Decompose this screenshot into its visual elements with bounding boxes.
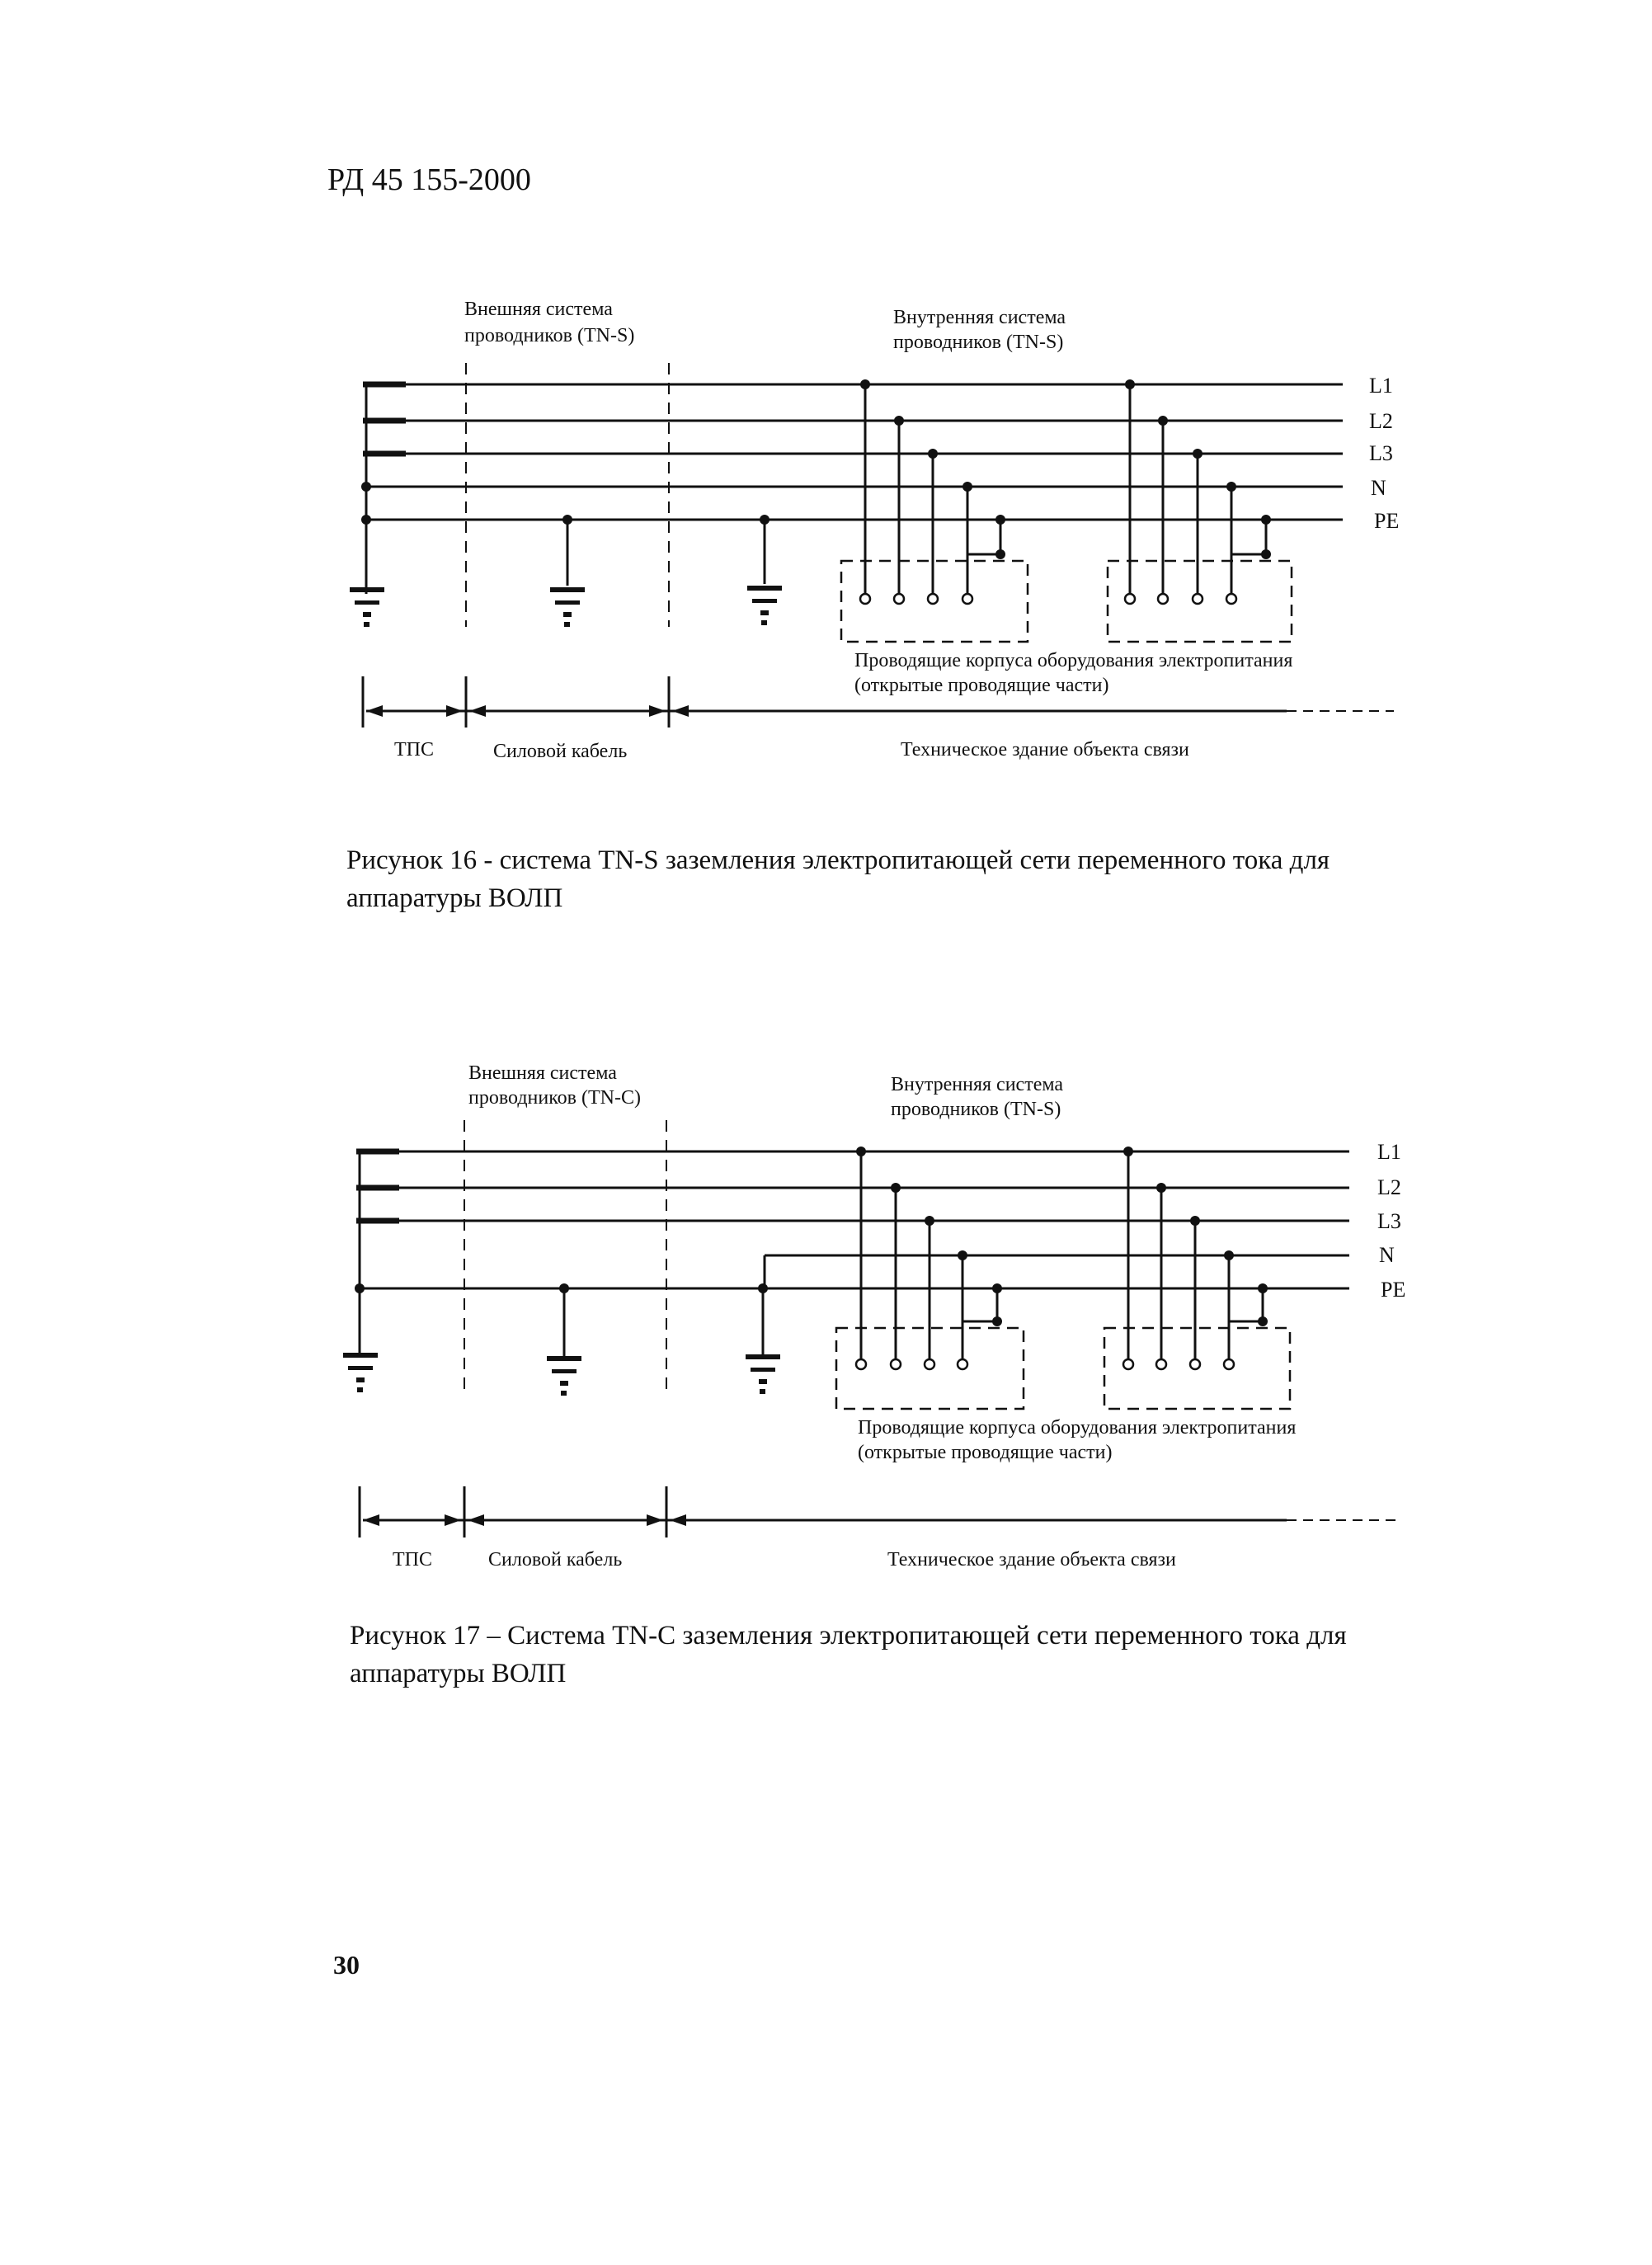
internal-title-line2: проводников (TN-S)	[891, 1099, 1061, 1120]
zone-building: Техническое здание объекта связи	[901, 739, 1189, 760]
wire-label-n: N	[1371, 476, 1386, 500]
figure-16-caption: Рисунок 16 - система TN-S заземления электропитающей сети переменного тока для аппаратуры ВОЛП	[346, 845, 1330, 913]
wire-label-l1: L1	[1369, 374, 1393, 398]
figure-17-caption: Рисунок 17 – Система TN-C заземления электропитающей сети переменного тока для аппаратуры ВОЛП	[350, 1621, 1347, 1688]
internal-title-line1: Внутренняя система	[891, 1074, 1064, 1095]
internal-title-line1: Внутренняя система	[893, 307, 1066, 328]
wire-label-pe: PE	[1374, 509, 1400, 533]
external-title-line1: Внешняя система	[468, 1062, 617, 1084]
figure-17-diagram	[0, 1056, 1652, 1600]
wire-label-l3: L3	[1377, 1209, 1401, 1233]
wire-label-l2: L2	[1377, 1175, 1401, 1199]
wire-label-l1: L1	[1377, 1140, 1401, 1164]
zone-power-cable: Силовой кабель	[493, 741, 628, 762]
wire-label-n: N	[1379, 1243, 1395, 1267]
page-number: 30	[333, 1950, 360, 1980]
figure-16-diagram	[0, 289, 1652, 767]
equipment-label-line1: Проводящие корпуса оборудования электропитания	[854, 650, 1293, 671]
internal-title-line2: проводников (TN-S)	[893, 332, 1064, 353]
zone-power-cable: Силовой кабель	[488, 1549, 623, 1570]
figure-17	[0, 1056, 1652, 1600]
external-title-line2: проводников (TN-S)	[464, 325, 635, 346]
external-title-line2: проводников (TN-C)	[468, 1087, 641, 1109]
equipment-label-line1: Проводящие корпуса оборудования электропитания	[858, 1417, 1297, 1439]
document-code: РД 45 155-2000	[327, 162, 531, 197]
zone-tps: ТПС	[394, 739, 434, 760]
figure-16	[0, 289, 1652, 767]
wire-label-pe: PE	[1381, 1278, 1406, 1302]
external-title-line1: Внешняя система	[464, 299, 613, 320]
equipment-label-line2: (открытые проводящие части)	[858, 1442, 1113, 1463]
wire-label-l3: L3	[1369, 441, 1393, 465]
zone-tps: ТПС	[393, 1549, 432, 1570]
equipment-label-line2: (открытые проводящие части)	[854, 675, 1109, 696]
zone-building: Техническое здание объекта связи	[887, 1549, 1176, 1570]
wire-label-l2: L2	[1369, 409, 1393, 433]
